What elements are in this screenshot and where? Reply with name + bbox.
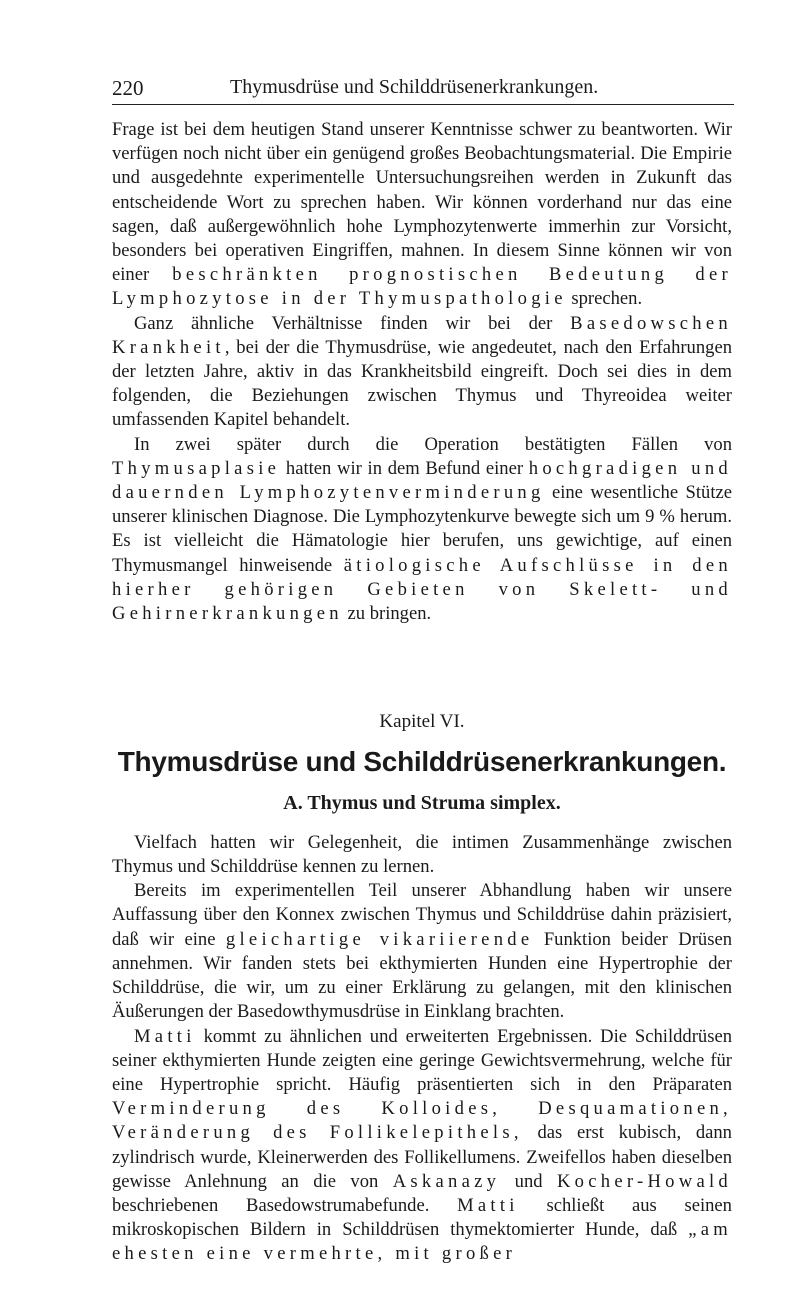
spaced-emphasis: Thymusaplasie <box>112 457 281 479</box>
paragraph-5: Bereits im experimentellen Teil unserer Abhandlung haben wir unsere Auffassung über den Konnex zwischen Thymus und Schilddrüse dahin präzisiert, daß wir eine gleichartige vikariierende Funktion beider Drüsen annehmen. Wir fanden stets bei ekthymierten Hunden eine Hypertrophie der Schilddrüse, die wir, um zu einer Erklärung zu gelangen, mit den klinischen Äußerungen der Basedowthymusdrüse in Einklang brachten. <box>112 880 732 1023</box>
paragraph-6: Matti kommt zu ähnlichen und erweiterten Ergebnissen. Die Schilddrüsen seiner ekthymierten Hunde zeigten eine geringe Gewichtsvermehrung, welche für eine Hypertrophie spricht. Häufig präsentierten sich in den Präparaten Verminderung des Kolloides, Desquamationen, Veränderung des Follikelepithels, das erst kubisch, dann zylindrisch wurde, Kleinerwerden des Follikellumens. Zweifellos haben dieselben gewisse Anlehnung an die von Askanazy und Kocher-Howald beschriebenen Basedowstrumabefunde. Matti schließt aus seinen mikroskopischen Bildern in Schilddrüsen thymektomierter Hunde, daß „am ehesten eine vermehrte, mit großer <box>112 1025 732 1265</box>
paragraph-4: Vielfach hatten wir Gelegenheit, die intimen Zusammenhänge zwischen Thymus und Schilddrüse kennen zu lernen. <box>112 831 732 878</box>
spaced-emphasis: Matti <box>457 1194 519 1216</box>
spaced-emphasis: gleichartige vikariierende <box>225 928 534 950</box>
page-body <box>112 118 732 1267</box>
running-title: Thymusdrüse und Schilddrüsenerkrankungen. <box>230 76 599 98</box>
page-number: 220 <box>112 76 144 100</box>
section-title: A. Thymus und Struma simplex. <box>283 791 561 814</box>
spaced-emphasis: ätiologische Aufschlüsse in den hierher gehörigen Gebieten von Skelett- und Gehirnerkrankungen <box>112 554 732 625</box>
spaced-emphasis: Verminderung des Kolloides, Desquamationen, Veränderung des Follikelepithels, <box>112 1098 732 1144</box>
spaced-emphasis: hochgradigen und dauernden Lymphozytenverminderung <box>112 457 732 504</box>
spaced-emphasis: „am ehesten eine vermehrte, mit großer <box>112 1219 732 1265</box>
spaced-emphasis: Matti <box>134 1025 196 1047</box>
spaced-emphasis: Askanazy <box>392 1170 501 1192</box>
running-header <box>112 70 734 105</box>
spaced-emphasis: Basedowschen Krankheit <box>112 312 732 358</box>
paragraph-2: Ganz ähnliche Verhältnisse finden wir bei der Basedowschen Krankheit, bei der die Thymusdrüse, wie angedeutet, nach den Erfahrungen der letzten Jahre, aktiv in das Krankheitsbild eingreift. Doch sei dies in dem folgenden, die Beziehungen zwischen Thymus und Thyreoidea weiter umfassenden Kapitel behandelt. <box>112 312 732 431</box>
paragraph-1: Frage ist bei dem heutigen Stand unserer Kenntnisse schwer zu beantworten. Wir verfügen noch nicht über ein genügend großes Beobachtungsmaterial. Die Empirie und ausgedehnte experimentelle Untersuchungsreihen werden in Zukunft das entscheidende Wort zu sprechen haben. Wir können vorderhand nur das eine sagen, daß außergewöhnlich hohe Lymphozytenwerte immerhin zur Vorsicht, besonders bei operativen Eingriffen, mahnen. In diesem Sinne können wir von einer beschränkten prognostischen Bedeutung der Lymphozytose in der Thymuspathologie sprechen. <box>112 119 732 310</box>
chapter-label: Kapitel VI. <box>379 711 465 733</box>
chapter-title: Thymusdrüse und Schilddrüsenerkrankungen. <box>117 746 727 778</box>
spaced-emphasis: beschränkten prognostischen Bedeutung der Lymphozytose in der Thymuspathologie <box>112 264 732 310</box>
paragraph-3: In zwei später durch die Operation bestätigten Fällen von Thymusaplasie hatten wir in dem Befund einer hochgradigen und dauernden Lymphozytenverminderung eine wesentliche Stütze unserer klinischen Diagnose. Die Lymphozytenkurve bewegte sich um 9 % herum. Es ist vielleicht die Hämatologie hier berufen, uns gewichtige, auf einen Thymusmangel hinweisende ätiologische Aufschlüsse in den hierher gehörigen Gebieten von Skelett- und Gehirnerkrankungen zu bringen. <box>112 433 732 625</box>
spaced-emphasis: Kocher-Howald <box>556 1170 732 1192</box>
